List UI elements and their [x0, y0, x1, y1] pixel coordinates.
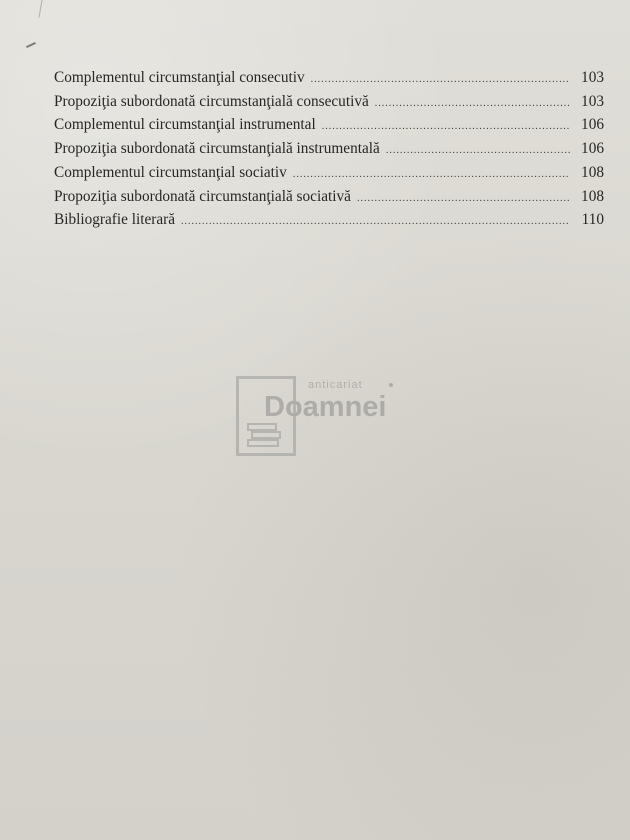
toc-entry	[54, 162, 604, 186]
toc-dot-leader	[357, 188, 570, 210]
toc-dot-leader	[375, 93, 570, 115]
watermark-logo	[236, 376, 406, 466]
toc-dot-leader	[322, 116, 570, 138]
watermark-brand-text: Doamnei	[264, 391, 387, 423]
toc-entry-title: Propoziţia subordonată circumstanţială sociativă	[54, 187, 351, 205]
toc-entry-page: 108	[581, 187, 604, 205]
toc-entry-title: Complementul circumstanţial sociativ	[54, 163, 287, 181]
toc-entry-title: Propoziţia subordonată circumstanţială consecutivă	[54, 92, 369, 110]
toc-entry-title: Complementul circumstanţial consecutiv	[54, 69, 305, 86]
toc-entry	[54, 186, 604, 210]
toc-entry-page: 108	[581, 163, 604, 181]
toc-entry	[54, 138, 604, 162]
toc-entry	[54, 67, 604, 91]
toc-entry-page: 106	[581, 140, 604, 158]
toc-entry-page: 110	[581, 211, 604, 229]
toc-entry	[54, 91, 604, 115]
watermark-small-text: anticariat	[308, 379, 363, 391]
watermark-frame-bottom	[236, 453, 296, 456]
toc-entry-title: Bibliografie literară	[54, 211, 176, 229]
toc-entry	[54, 114, 604, 138]
pen-mark	[26, 42, 36, 48]
toc-dot-leader	[293, 164, 570, 186]
toc-entry	[54, 209, 604, 233]
watermark-dot	[389, 383, 393, 387]
toc-entry-title: Propoziţia subordonată circumstanţială instrumentală	[54, 140, 380, 158]
toc-entry-page: 103	[581, 92, 604, 110]
table-of-contents	[54, 67, 604, 233]
toc-dot-leader	[311, 69, 570, 91]
toc-entry-title: Complementul circumstanţial instrumental	[54, 116, 316, 134]
toc-dot-leader	[386, 140, 570, 162]
paper-edge-mark	[38, 0, 45, 18]
toc-dot-leader	[181, 211, 570, 233]
toc-entry-page: 103	[581, 69, 604, 86]
toc-entry-page: 106	[581, 116, 604, 134]
books-icon	[246, 422, 284, 448]
